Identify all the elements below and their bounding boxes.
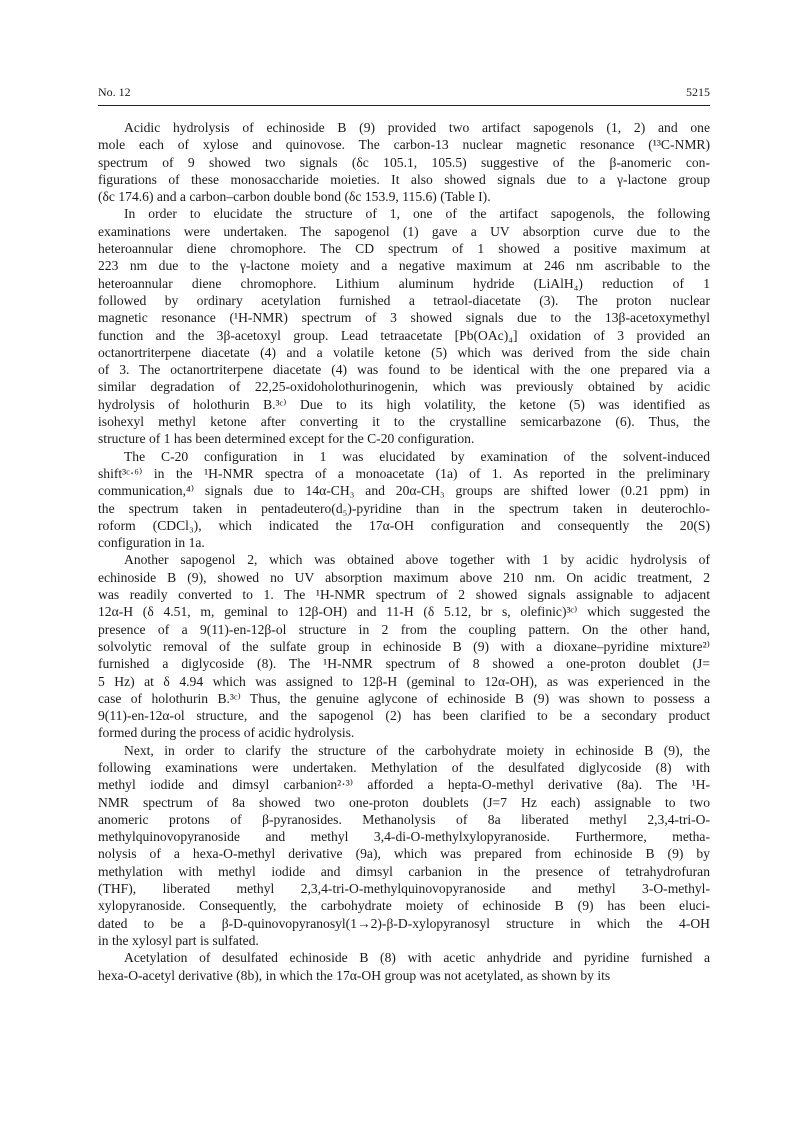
paragraph (98, 119, 710, 205)
text-line: 223 nm due to the γ-lactone moiety and a negative maximum at 246 nm ascribable to the (98, 258, 710, 274)
text-line: methylquinovopyranoside and methyl 3,4-di-O-methylxylopyranoside. Furthermore, metha- (98, 829, 710, 845)
running-header (98, 85, 710, 103)
text-line: methylation with methyl iodide and dimsyl carbanion in the presence of tetrahydrofuran (98, 863, 710, 879)
text-line: heteroannular diene chromophore. Lithium aluminum hydride (LiAlH₄) reduction of 1 (98, 275, 710, 291)
text-line: isohexyl methyl ketone after converting it to the crystalline semicarbazone (6). Thus, the (98, 414, 710, 430)
text-line: of 3. The octanortriterpene diacetate (4) was found to be identical with the one prepared via a (98, 362, 710, 378)
text-line: shift³ᶜ·⁶⁾ in the ¹H-NMR spectra of a monoacetate (1a) of 1. As reported in the preliminary (98, 465, 710, 481)
text-line: (δc 174.6) and a carbon–carbon double bond (δc 153.9, 115.6) (Table I). (98, 189, 491, 205)
text-line: in the xylosyl part is sulfated. (98, 932, 259, 948)
text-line: (THF), liberated methyl 2,3,4-tri-O-methylquinovopyranoside and methyl 3-O-methyl- (98, 881, 710, 897)
issue-number: No. 12 (98, 85, 131, 99)
text-line: roform (CDCl₃), which indicated the 17α-OH configuration and consequently the 20(S) (98, 517, 710, 533)
text-line: examinations were undertaken. The sapogenol (1) gave a UV absorption curve due to the (98, 223, 710, 239)
paragraph (98, 205, 710, 447)
text-line: following examinations were undertaken. Methylation of the desulfated diglycoside (8) with (98, 759, 710, 775)
text-line: followed by ordinary acetylation furnished a tetraol-diacetate (3). The proton nuclear (98, 292, 710, 308)
text-line: hydrolysis of holothurin B.³ᶜ⁾ Due to its high volatility, the ketone (5) was identified as (98, 396, 710, 412)
text-line: octanortriterpene diacetate (4) and a volatile ketone (5) which was derived from the side chain (98, 344, 710, 360)
text-line: the spectrum taken in pentadeutero(d₅)-pyridine than in the spectrum taken in deuterochlo- (98, 500, 710, 516)
text-line: furnished a diglycoside (8). The ¹H-NMR spectrum of 8 showed a one-proton doublet (J= (98, 656, 710, 672)
text-line: In order to elucidate the structure of 1, one of the artifact sapogenols, the following (124, 206, 710, 222)
text-line: nolysis of a hexa-O-methyl derivative (9a), which was prepared from echinoside B (9) by (98, 846, 710, 862)
text-line: heteroannular diene chromophore. The CD spectrum of 1 showed a positive maximum at (98, 241, 710, 257)
paragraph (98, 551, 710, 741)
text-line: The C-20 configuration in 1 was elucidated by examination of the solvent-induced (124, 448, 710, 464)
text-line: formed during the process of acidic hydrolysis. (98, 725, 355, 741)
text-line: 12α-H (δ 4.51, m, geminal to 12β-OH) and 11-H (δ 5.12, br s, olefinic)³ᶜ⁾ which suggested the (98, 604, 710, 620)
text-line: anomeric protons of β-pyranosides. Methanolysis of 8a liberated methyl 2,3,4-tri-O- (98, 811, 710, 827)
text-line: hexa-O-acetyl derivative (8b), in which the 17α-OH group was not acetylated, as shown by its (98, 967, 611, 983)
text-line: Another sapogenol 2, which was obtained above together with 1 by acidic hydrolysis of (124, 552, 710, 568)
text-line: Acetylation of desulfated echinoside B (8) with acetic anhydride and pyridine furnished a (124, 950, 710, 966)
text-line: 9(11)-en-12α-ol structure, and the sapogenol (2) has been clarified to be a secondary product (98, 708, 710, 724)
text-line: Next, in order to clarify the structure of the carbohydrate moiety in echinoside B (9), the (124, 742, 710, 758)
text-line: 5 Hz) at δ 4.94 which was assigned to 12β-H (geminal to 12α-OH), as was experienced in the (98, 673, 710, 689)
header-rule (98, 105, 710, 106)
page-number: 5215 (686, 85, 710, 99)
text-line: xylopyranoside. Consequently, the carbohydrate moiety of echinoside B (9) has been eluci- (98, 898, 710, 914)
text-line: methyl iodide and dimsyl carbanion²·³⁾ afforded a hepta-O-methyl derivative (8a). The ¹H- (98, 777, 710, 793)
text-line: Acidic hydrolysis of echinoside B (9) provided two artifact sapogenols (1, 2) and one (124, 120, 710, 135)
article-body (98, 119, 710, 1079)
text-line: mole each of xylose and quinovose. The carbon-13 nuclear magnetic resonance (¹³C-NMR) (98, 137, 710, 153)
text-line: spectrum of 9 showed two signals (δc 105.1, 105.5) suggestive of the β-anomeric con- (98, 154, 710, 170)
text-line: dated to be a β-D-quinovopyranosyl(1→2)-β-D-xylopyranosyl structure in which the 4-OH (98, 915, 710, 931)
text-line: presence of a 9(11)-en-12β-ol structure in 2 from the coupling pattern. On the other hand, (98, 621, 710, 637)
text-line: solvolytic removal of the sulfate group in echinoside B (9) with a dioxane–pyridine mixture²⁾ (98, 638, 710, 654)
text-line: magnetic resonance (¹H-NMR) spectrum of 3 showed signals due to the 13β-acetoxymethyl (98, 310, 710, 326)
text-line: case of holothurin B.³ᶜ⁾ Thus, the genuine aglycone of echinoside B (9) was shown to possess a (98, 690, 710, 706)
paragraph (98, 448, 710, 552)
paragraph (98, 949, 710, 984)
text-line: similar degradation of 22,25-oxidoholothurinogenin, which was previously obtained by acidic (98, 379, 710, 395)
text-line: was readily converted to 1. The ¹H-NMR spectrum of 2 showed signals assignable to adjacent (98, 587, 710, 603)
paragraph (98, 742, 710, 950)
text-line: NMR spectrum of 8a showed two one-proton doublets (J=7 Hz each) assignable to two (98, 794, 710, 810)
text-line: figurations of these monosaccharide moieties. It also showed signals due to a γ-lactone group (98, 171, 710, 187)
text-line: communication,⁴⁾ signals due to 14α-CH₃ and 20α-CH₃ groups are shifted lower (0.21 ppm) in (98, 483, 710, 499)
text-line: structure of 1 has been determined except for the C-20 configuration. (98, 431, 475, 447)
text-line: function and the 3β-acetoxyl group. Lead tetraacetate [Pb(OAc)₄] oxidation of 3 provided an (98, 327, 710, 343)
text-line: echinoside B (9), showed no UV absorption maximum above 210 nm. On acidic treatment, 2 (98, 569, 710, 585)
text-line: configuration in 1a. (98, 535, 205, 551)
